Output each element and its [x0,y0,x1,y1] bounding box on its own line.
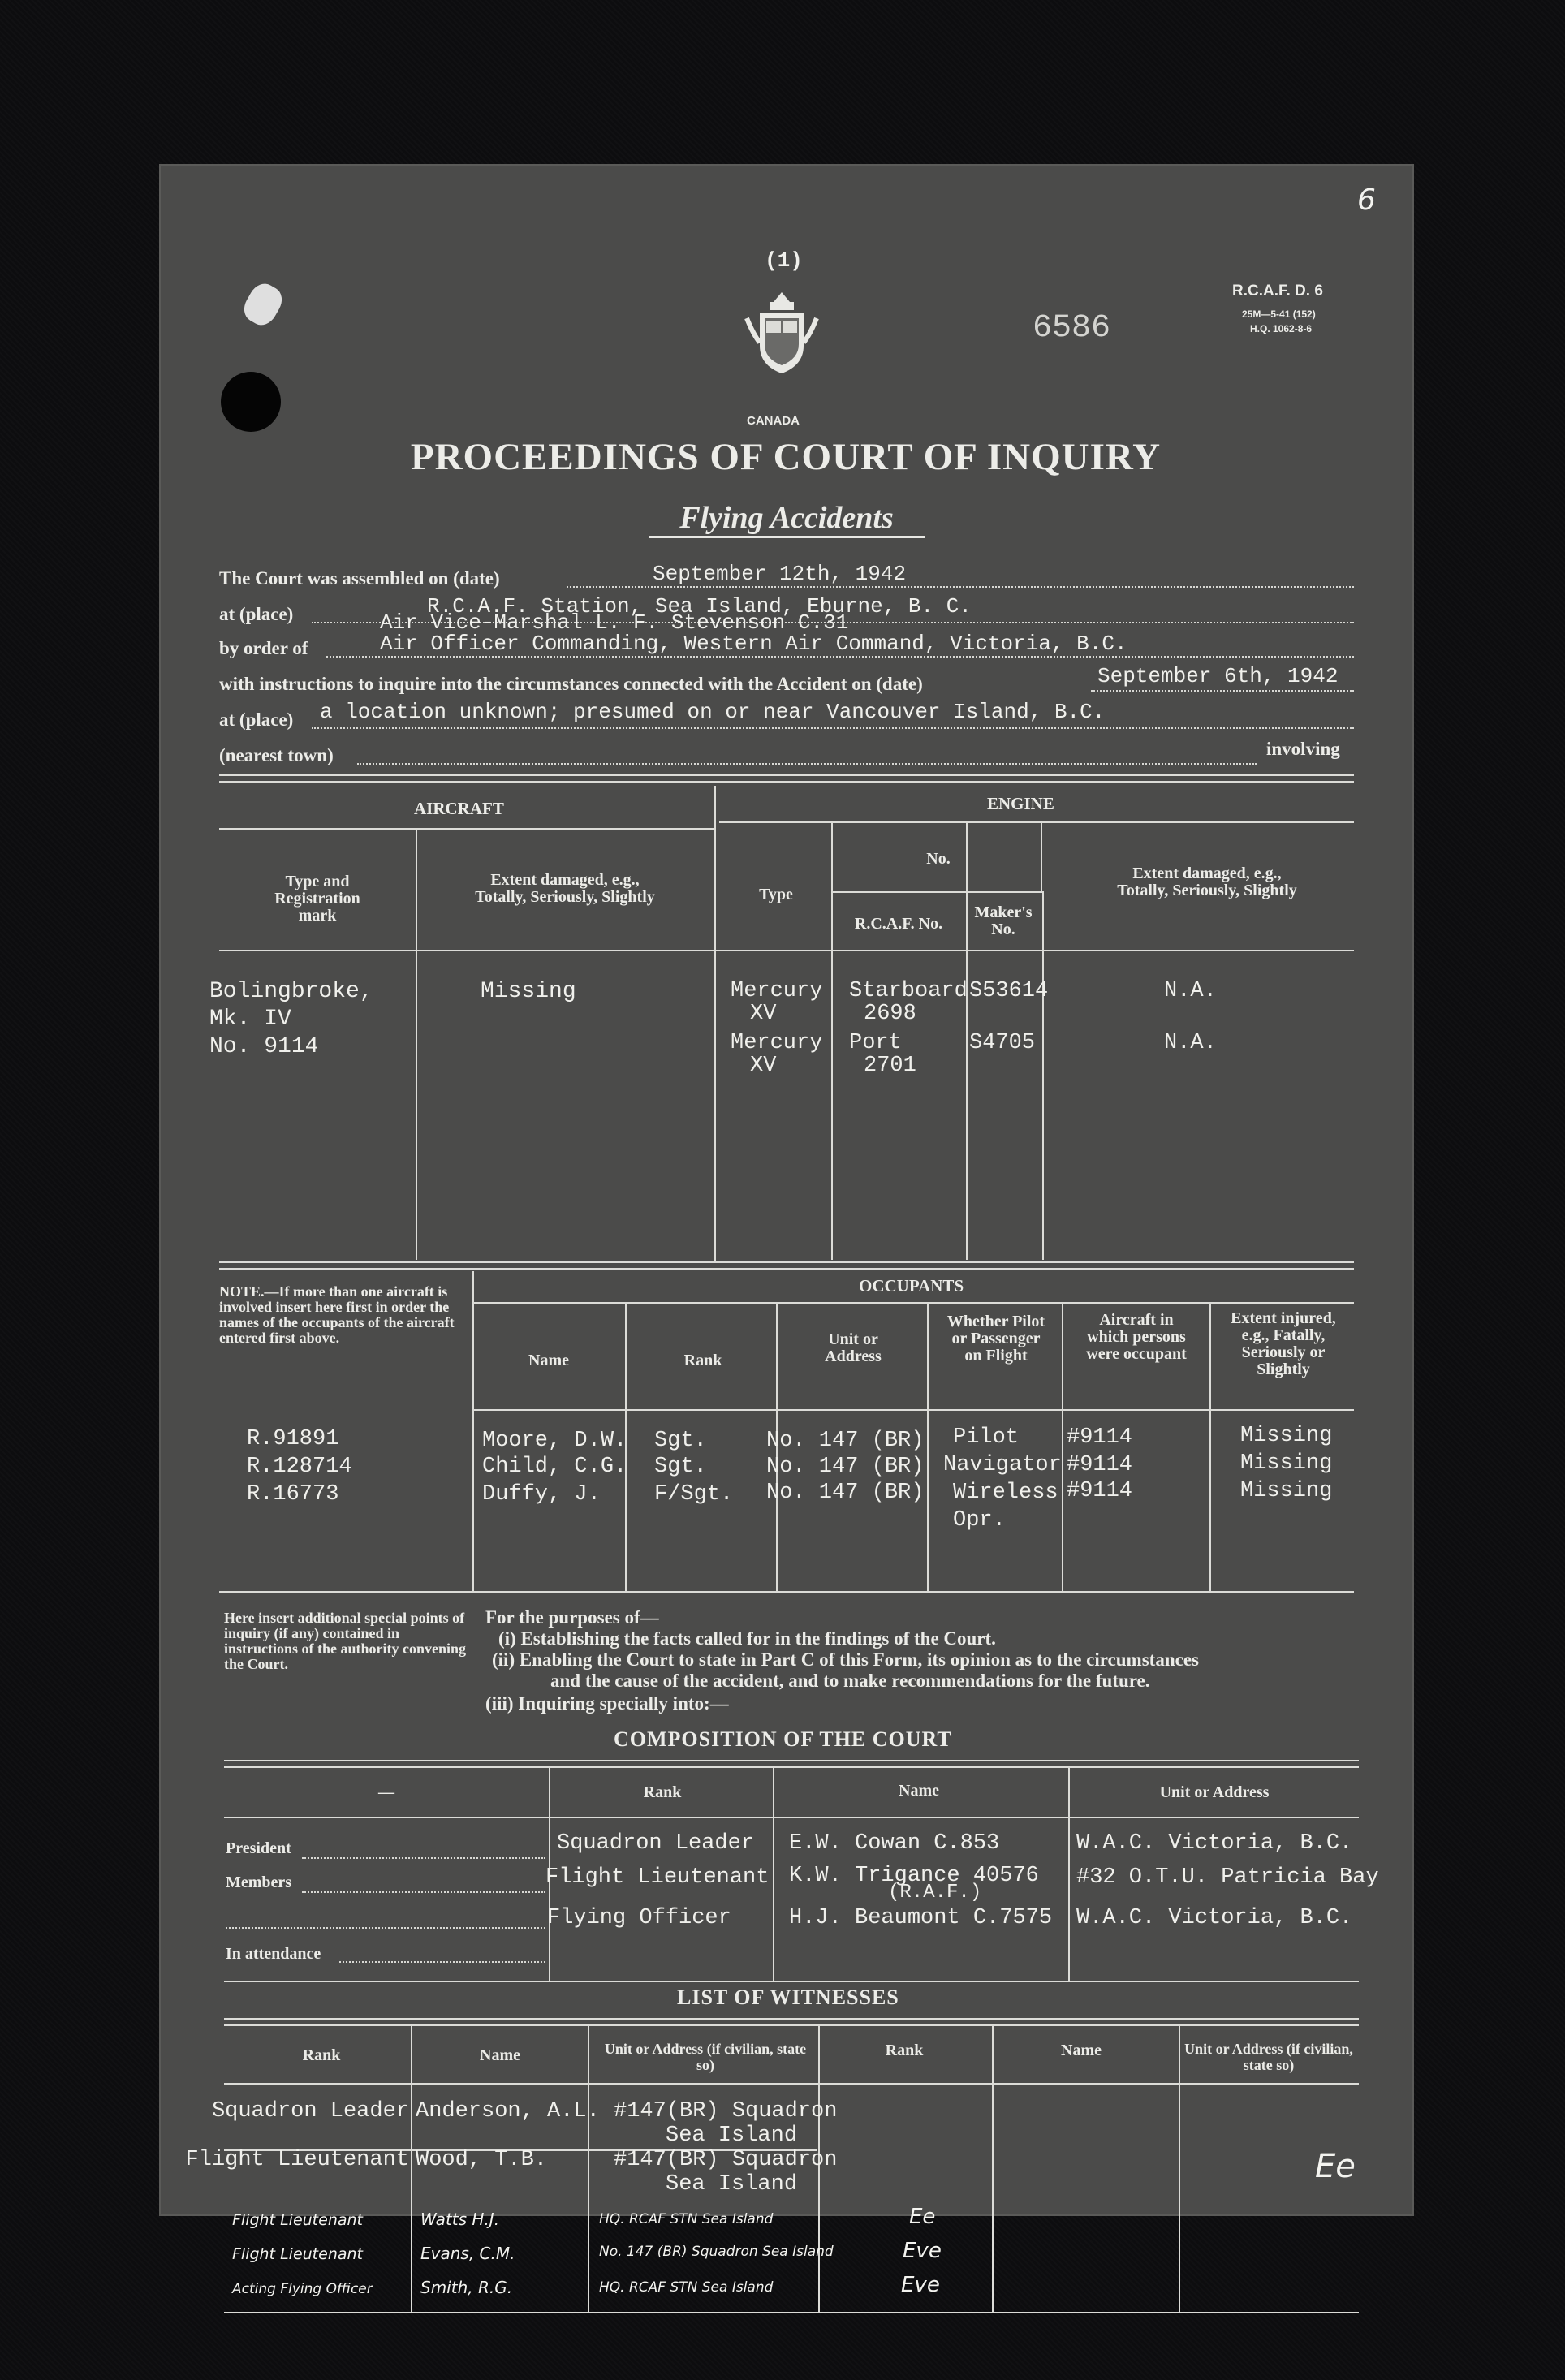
members-line [302,1891,545,1893]
rule [219,1261,1354,1263]
rule [224,2312,1359,2313]
rule [224,2018,1359,2020]
divider [773,1768,774,1981]
court-name: E.W. Cowan C.853 [789,1831,1000,1856]
divider [411,2026,412,2312]
divider [1042,891,1044,1260]
occupant-name: Moore, D.W. [482,1429,627,1453]
rule [219,781,1354,783]
by-order-value-2: Air Officer Commanding, Western Air Command, Victoria, B.C. [380,632,1127,656]
witnesses-header: LIST OF WITNESSES [677,1985,899,2009]
court-rank: Flight Lieutenant [545,1865,770,1890]
by-order-value-1: Air Vice-Marshal L. F. Stevenson C.31 [380,610,849,635]
purposes-intro: For the purposes of— [485,1607,659,1628]
occupant-extent: Missing [1240,1424,1333,1448]
divider [1179,2026,1180,2312]
divider [1041,823,1042,893]
divider [831,823,833,1260]
col-engine-extent: Extent damaged, e.g., Totally, Seriously, Slightly [1117,864,1297,899]
members-line-2 [226,1927,545,1929]
rule [224,2083,1359,2085]
aircraft-type-line-1: Bolingbroke, [209,979,373,1004]
accident-date-value: September 6th, 1942 [1097,664,1339,688]
court-col-blank: — [378,1783,394,1801]
engine-2-maker: S4705 [969,1031,1036,1055]
occ-col-unit: Unit or Address [825,1330,882,1365]
col-type-reg: Type and Registration mark [274,873,360,925]
witness-unit-2: Sea Island [666,2123,798,2148]
involving-label: involving [1266,739,1340,759]
engine-1-extent: N.A. [1164,979,1217,1003]
rule [219,950,1354,951]
engine-1-type-2: XV [750,1002,777,1026]
occupant-role: Pilot [953,1425,1020,1450]
court-unit: W.A.C. Victoria, B.C. [1076,1831,1353,1856]
witness-unit: #147(BR) Squadron [614,2148,838,2172]
divider [588,2026,589,2312]
occupant-unit: No. 147 (BR) [766,1481,925,1505]
court-col-name: Name [899,1782,939,1800]
form-print-1: 25M—5-41 (152) [1242,308,1316,320]
witness-unit-handwritten: No. 147 (BR) Squadron Sea Island [599,2244,834,2260]
witness-initials: Ee [909,2205,936,2229]
witness-rank: Flight Lieutenant [185,2148,409,2172]
col-makers-no: Maker's No. [974,903,1033,938]
accident-date-line [1091,690,1354,692]
divider [416,830,417,1260]
court-name-note: (R.A.F.) [888,1882,982,1904]
purpose-item-3: (iii) Inquiring specially into:— [485,1693,729,1714]
punch-hole [221,372,281,432]
witness-unit-handwritten: HQ. RCAF STN Sea Island [599,2279,774,2296]
rule [219,774,1354,776]
court-name: K.W. Trigance 40576 [789,1864,1039,1888]
divider [472,1271,474,1591]
witness-unit: #147(BR) Squadron [614,2099,838,2123]
col-no: No. [926,850,951,868]
occupant-number: R.128714 [247,1455,352,1479]
country-label: CANADA [747,414,800,428]
engine-1-rcaf-2: 2698 [864,1002,916,1026]
occupant-name: Duffy, J. [482,1482,601,1507]
members-label: Members [226,1873,292,1891]
aircraft-type-line-2: Mk. IV [209,1007,291,1032]
purpose-item-2b: and the cause of the accident, and to make recommendations for the future. [550,1671,1150,1691]
wit-col-rank: Rank [302,2046,341,2064]
wit-col-unit: Unit or Address (if civilian, state so) [604,2041,807,2073]
president-label: President [226,1839,291,1857]
form-print-2: H.Q. 1062-8-6 [1250,323,1313,334]
occupant-unit: No. 147 (BR) [766,1429,925,1453]
page-subtitle: Flying Accidents [649,500,925,538]
court-name: H.J. Beaumont C.7575 [789,1906,1053,1930]
divider [1209,1304,1211,1591]
occupant-role: Navigator [943,1453,1062,1477]
rule [224,1981,1359,1982]
wit-col-unit-2: Unit or Address (if civilian, state so) [1184,2041,1353,2073]
engine-1-rcaf: Starboard [849,979,968,1003]
accident-place-line [312,727,1354,729]
witness-unit-handwritten: HQ. RCAF STN Sea Island [599,2211,774,2227]
occupant-role: Wireless Opr. [953,1481,1058,1533]
occupants-header: OCCUPANTS [859,1276,964,1296]
rule [474,1409,1354,1411]
form-code: R.C.A.F. D. 6 [1232,282,1323,300]
occ-col-aircraft: Aircraft in which persons were occupant [1086,1311,1187,1363]
wit-col-name-2: Name [1061,2042,1102,2059]
special-points-note: Here insert additional special points of inquiry (if any) contained in instructions of the authority convening the Court. [224,1610,467,1672]
president-line [302,1857,545,1859]
assembled-line [567,586,1354,588]
engine-2-rcaf-2: 2701 [864,1054,916,1078]
rule [224,1817,1359,1818]
nearest-town-label: (nearest town) [219,745,334,765]
witness-initials: Eve [903,2239,942,2263]
witness-name: Wood, T.B. [416,2148,548,2172]
divider [966,823,968,1260]
witness-name-handwritten: Smith, R.G. [420,2278,513,2297]
witness-unit-2: Sea Island [666,2172,798,2197]
engine-2-type: Mercury [731,1031,823,1055]
witness-rank-handwritten: Flight Lieutenant [232,2245,363,2263]
nearest-town-line [357,763,1257,765]
wit-col-name: Name [480,2046,520,2064]
occupants-note: NOTE.—If more than one aircraft is involved insert here first in order the names of the occupants of the aircraft entered first above. [219,1283,455,1346]
occupant-rank: F/Sgt. [654,1482,734,1507]
rule [719,821,1354,823]
witness-name-handwritten: Evans, C.M. [420,2244,515,2263]
aircraft-damage: Missing [481,979,576,1004]
rule [224,1760,1359,1761]
rule [833,891,1041,893]
by-order-label: by order of [219,638,308,658]
occ-col-pilot: Whether Pilot or Passenger on Flight [946,1313,1045,1365]
occupant-name: Child, C.G. [482,1455,627,1479]
at-place-label: at (place) [219,604,294,624]
col-rcaf-no: R.C.A.F. No. [854,915,943,933]
occupant-number: R.16773 [247,1482,339,1507]
engine-2-type-2: XV [750,1054,777,1078]
wit-col-rank-2: Rank [885,2042,924,2059]
assembled-value: September 12th, 1942 [653,562,907,586]
paper-blemish [239,278,287,330]
rule [224,2024,1359,2026]
rule [224,1766,1359,1768]
court-col-unit: Unit or Address [1159,1783,1270,1801]
col-extent-damaged: Extent damaged, e.g., Totally, Seriously, Slightly [475,871,655,906]
divider [1068,1768,1070,1981]
occupant-extent: Missing [1240,1479,1333,1503]
file-number: 6586 [1033,310,1111,347]
accident-place-value: a location unknown; presumed on or near Vancouver Island, B.C. [320,700,1106,724]
page-number: 6 [1357,183,1376,217]
occupant-aircraft: #9114 [1067,1479,1133,1503]
occupant-extent: Missing [1240,1451,1333,1476]
attendance-label: In attendance [226,1945,321,1963]
aircraft-header: AIRCRAFT [414,799,504,818]
rule [219,1268,1354,1270]
by-order-line [326,656,1354,658]
court-unit: #32 O.T.U. Patricia Bay [1076,1865,1379,1890]
occupant-aircraft: #9114 [1067,1425,1133,1450]
court-rank: Squadron Leader [557,1831,755,1856]
purpose-item-2a: (ii) Enabling the Court to state in Part C of this Form, its opinion as to the circumstances [492,1649,1199,1670]
col-engine-type: Type [759,886,793,903]
page-title: PROCEEDINGS OF COURT OF INQUIRY [410,436,1162,478]
assembled-label: The Court was assembled on (date) [219,568,500,589]
attendance-line [339,1961,545,1963]
divider [927,1304,929,1591]
occupant-unit: No. 147 (BR) [766,1455,925,1479]
rule [219,828,714,830]
occupant-rank: Sgt. [654,1455,707,1479]
instructions-label: with instructions to inquire into the circumstances connected with the Accident on (date) [219,674,923,694]
occ-col-name: Name [528,1352,569,1369]
divider [1062,1304,1063,1591]
at-place-value: R.C.A.F. Station, Sea Island, Eburne, B. C. [427,594,972,619]
accident-place-label: at (place) [219,709,294,730]
divider [992,2026,994,2312]
witness-name-handwritten: Watts H.J. [420,2210,500,2229]
engine-1-type: Mercury [731,979,823,1003]
occ-col-extent: Extent injured, e.g., Fatally, Seriously or Slightly [1231,1309,1336,1378]
occ-col-rank: Rank [683,1352,722,1369]
witness-rank-handwritten: Flight Lieutenant [232,2211,363,2229]
engine-header: ENGINE [987,794,1054,813]
occupant-aircraft: #9114 [1067,1453,1133,1477]
divider [714,786,716,1261]
document-sheet [159,164,1414,2297]
engine-2-rcaf: Port [849,1031,902,1055]
purpose-item-1: (i) Establishing the facts called for in the findings of the Court. [498,1628,996,1649]
witness-initials: Eve [901,2273,940,2297]
witness-name: Anderson, A.L. [416,2099,600,2123]
footer-initials: Ee [1315,2148,1356,2185]
canada-coat-of-arms-icon [737,286,826,383]
witness-rank-handwritten: Acting Flying Officer [232,2281,373,2297]
occupant-rank: Sgt. [654,1429,707,1453]
engine-2-extent: N.A. [1164,1031,1217,1055]
witness-rank: Squadron Leader [211,2099,409,2123]
rule [219,1591,1354,1593]
aircraft-type-line-3: No. 9114 [209,1034,319,1059]
rule [474,1302,1354,1304]
engine-1-maker: S53614 [969,979,1049,1003]
court-rank: Flying Officer [547,1906,731,1930]
court-col-rank: Rank [643,1783,682,1801]
occupant-number: R.91891 [247,1427,339,1451]
form-marker: (1) [765,248,803,273]
court-header: COMPOSITION OF THE COURT [614,1727,952,1751]
court-unit: W.A.C. Victoria, B.C. [1076,1906,1353,1930]
